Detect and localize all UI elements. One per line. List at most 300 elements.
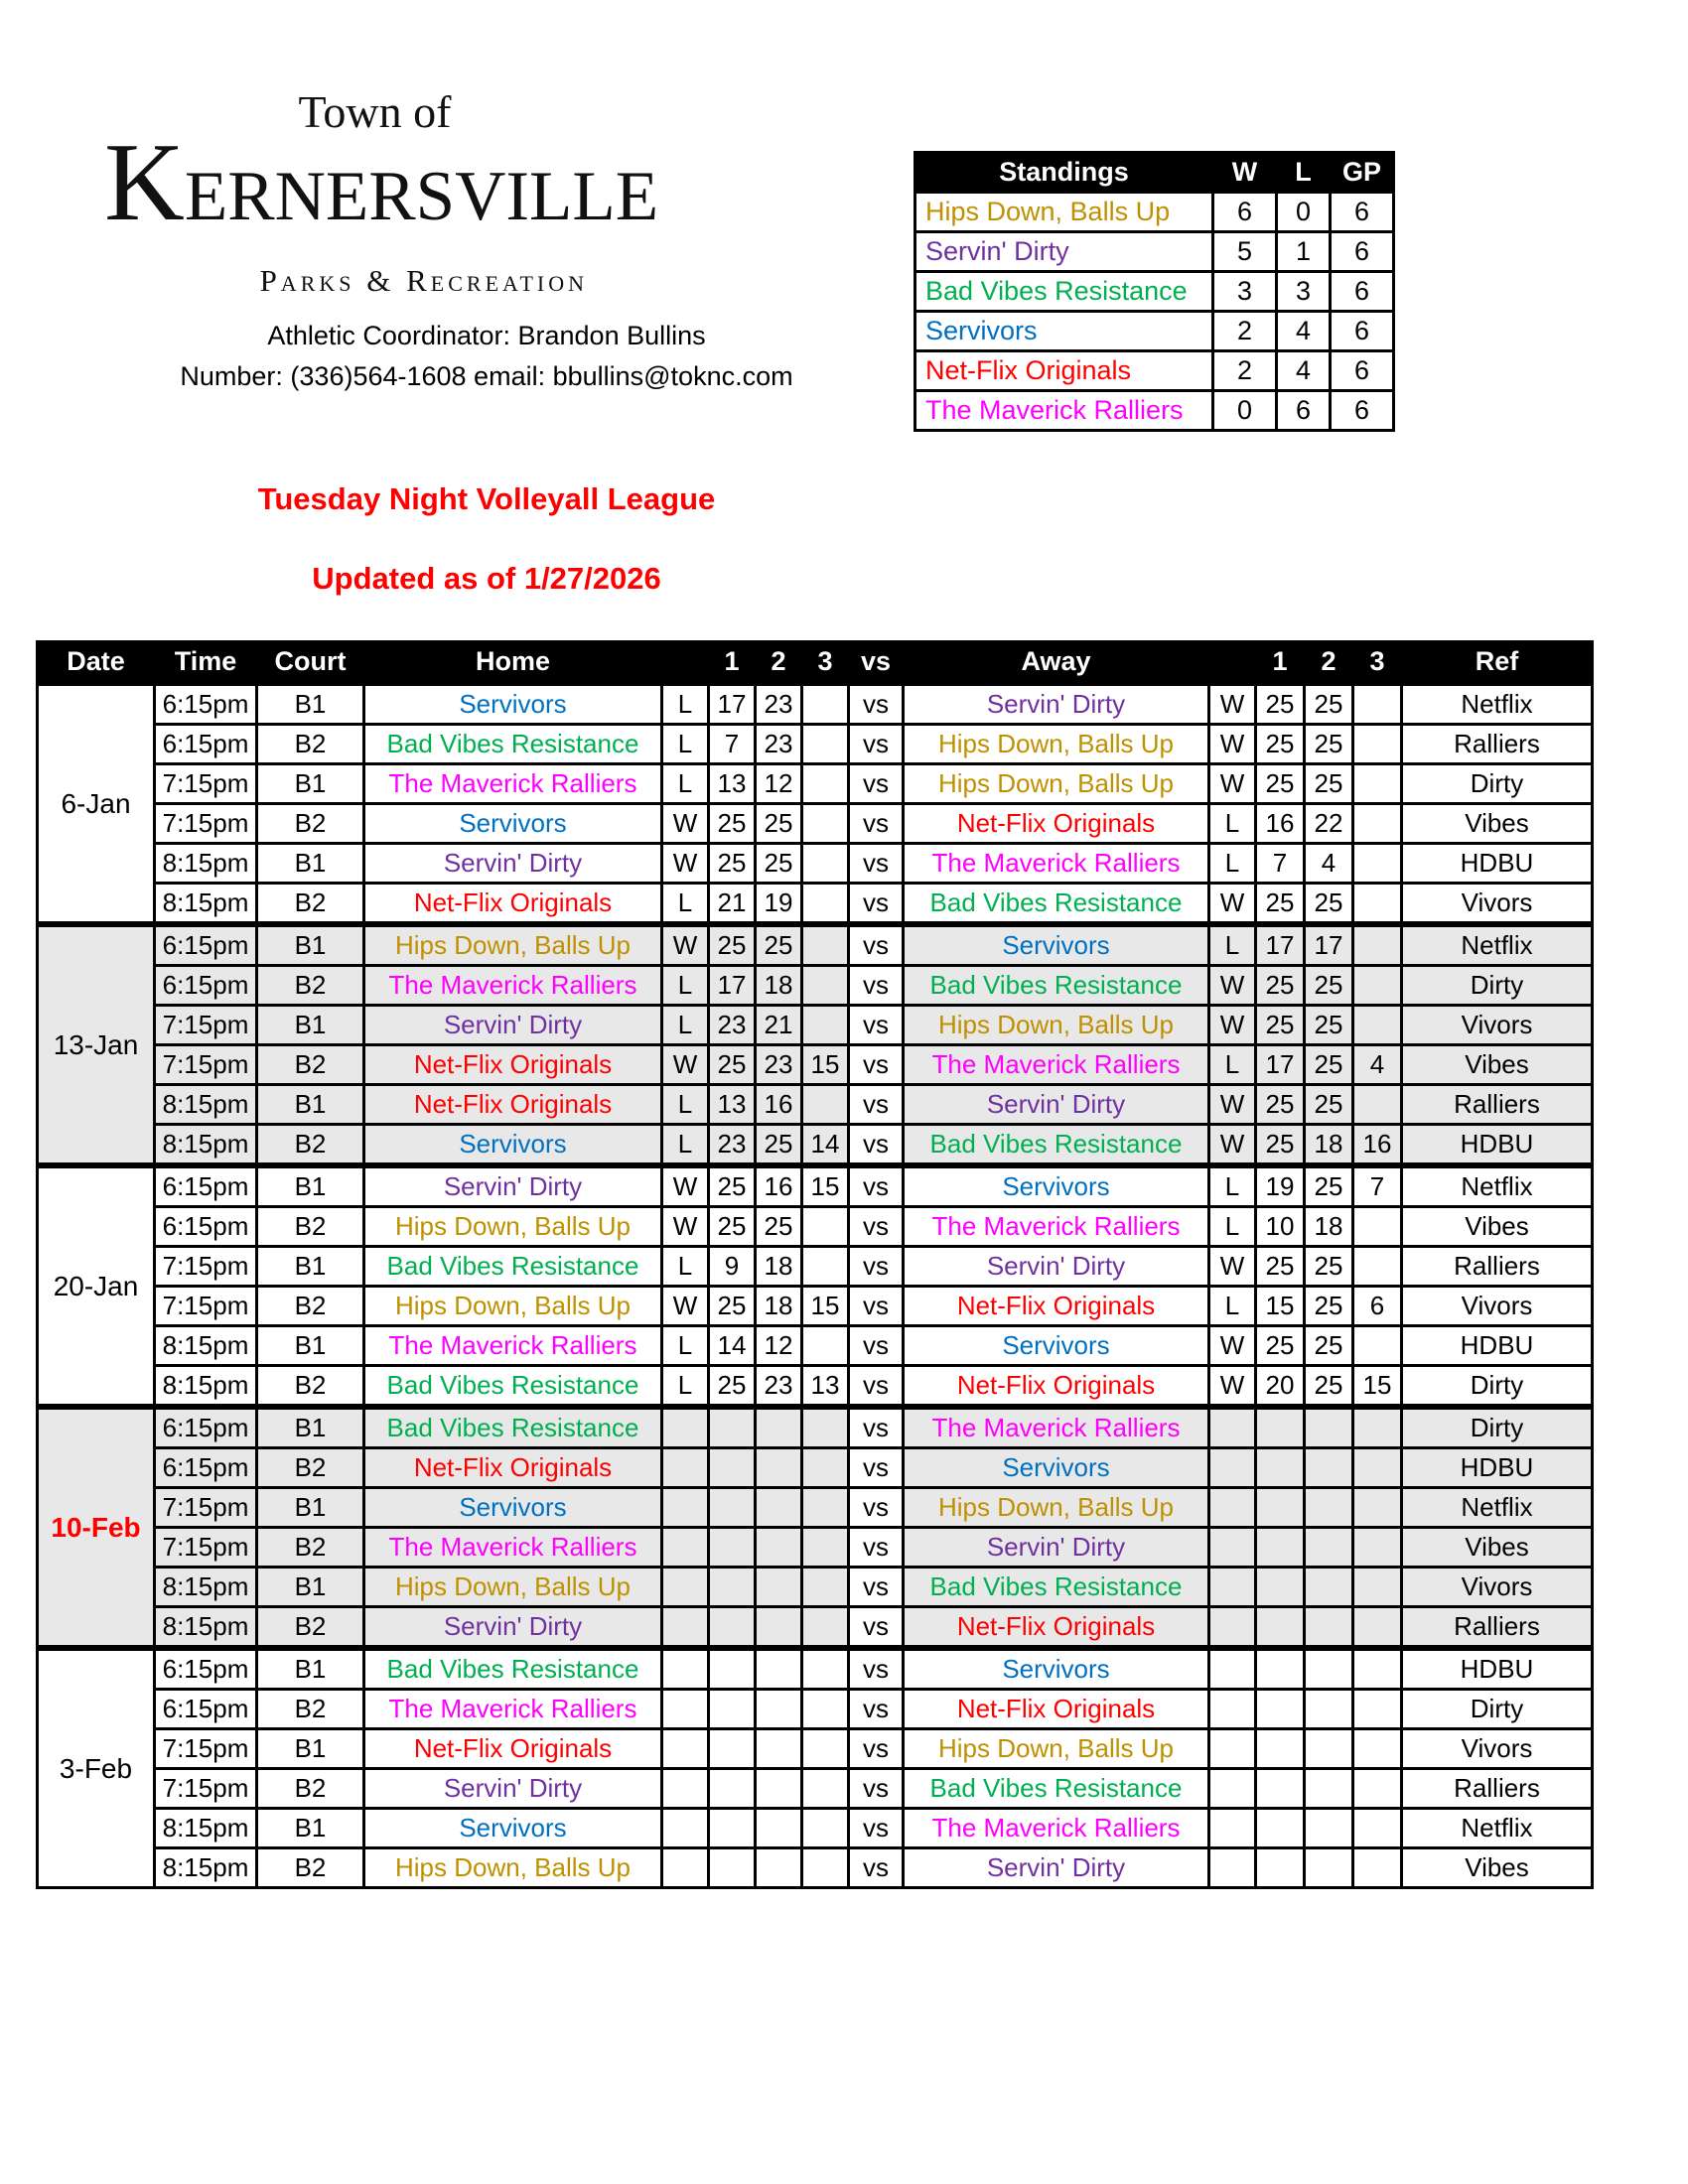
ref-cell: Dirty	[1402, 1690, 1593, 1729]
away-result: L	[1209, 1165, 1256, 1207]
away-result: L	[1209, 804, 1256, 844]
court-cell: B1	[257, 1568, 364, 1607]
away-set-1: 25	[1256, 1125, 1305, 1166]
away-set-1	[1256, 1568, 1305, 1607]
home-set-2: 25	[756, 1207, 802, 1247]
home-set-3: 15	[802, 1045, 849, 1085]
standings-wins: 2	[1213, 312, 1277, 351]
standings-row	[915, 193, 1394, 232]
home-set-1: 25	[709, 1045, 756, 1085]
home-set-3	[802, 804, 849, 844]
time-cell: 6:15pm	[155, 1690, 257, 1729]
away-set-3	[1353, 1326, 1402, 1366]
home-set-1: 13	[709, 764, 756, 804]
standings-losses: 4	[1277, 312, 1331, 351]
ref-cell: Vivors	[1402, 1729, 1593, 1769]
away-team: Net-Flix Originals	[904, 1690, 1209, 1729]
court-cell: B2	[257, 1287, 364, 1326]
away-team: The Maverick Ralliers	[904, 1207, 1209, 1247]
time-cell: 8:15pm	[155, 1607, 257, 1649]
time-cell: 6:15pm	[155, 683, 257, 725]
away-team: Bad Vibes Resistance	[904, 884, 1209, 925]
away-set-3	[1353, 1528, 1402, 1568]
home-result	[662, 1809, 709, 1848]
home-team: Servin' Dirty	[364, 1006, 662, 1045]
court-cell: B2	[257, 1448, 364, 1488]
header-away-set3: 3	[1353, 642, 1402, 684]
home-team: Servivors	[364, 1809, 662, 1848]
court-cell: B2	[257, 1769, 364, 1809]
away-result	[1209, 1488, 1256, 1528]
away-result: L	[1209, 1287, 1256, 1326]
home-set-1	[709, 1568, 756, 1607]
away-team: Servivors	[904, 1648, 1209, 1690]
home-team: Hips Down, Balls Up	[364, 1287, 662, 1326]
time-cell: 6:15pm	[155, 1407, 257, 1448]
standings-row	[915, 391, 1394, 431]
away-set-1: 25	[1256, 966, 1305, 1006]
home-set-3	[802, 1528, 849, 1568]
away-team: Servin' Dirty	[904, 1085, 1209, 1125]
header-away-result	[1209, 642, 1256, 684]
home-team: Servivors	[364, 683, 662, 725]
away-team: Bad Vibes Resistance	[904, 966, 1209, 1006]
time-cell: 8:15pm	[155, 1809, 257, 1848]
home-result	[662, 1648, 709, 1690]
header-home-result	[662, 642, 709, 684]
ref-cell: Netflix	[1402, 683, 1593, 725]
standings-title: Standings	[915, 153, 1213, 193]
home-set-3	[802, 1006, 849, 1045]
home-team: Servivors	[364, 1125, 662, 1166]
away-set-2	[1305, 1648, 1353, 1690]
away-result: W	[1209, 884, 1256, 925]
away-set-3	[1353, 1085, 1402, 1125]
time-cell: 7:15pm	[155, 1006, 257, 1045]
away-set-3	[1353, 1648, 1402, 1690]
time-cell: 7:15pm	[155, 804, 257, 844]
away-set-2: 25	[1305, 1366, 1353, 1408]
home-set-2: 12	[756, 764, 802, 804]
home-team: Hips Down, Balls Up	[364, 1568, 662, 1607]
court-cell: B2	[257, 725, 364, 764]
time-cell: 8:15pm	[155, 1326, 257, 1366]
away-set-2	[1305, 1528, 1353, 1568]
home-set-2	[756, 1568, 802, 1607]
away-set-3	[1353, 683, 1402, 725]
home-set-1	[709, 1407, 756, 1448]
home-result: L	[662, 725, 709, 764]
header-court: Court	[257, 642, 364, 684]
ref-cell: Dirty	[1402, 764, 1593, 804]
home-result	[662, 1769, 709, 1809]
home-set-1: 25	[709, 1366, 756, 1408]
standings-team-name: Net-Flix Originals	[915, 351, 1213, 391]
home-result	[662, 1607, 709, 1649]
home-set-2: 21	[756, 1006, 802, 1045]
time-cell: 7:15pm	[155, 1528, 257, 1568]
game-row	[38, 966, 1593, 1006]
game-row	[38, 1488, 1593, 1528]
header-vs: vs	[849, 642, 904, 684]
updated-date: Updated as of 1/27/2026	[312, 561, 661, 596]
standings-row	[915, 272, 1394, 312]
home-team: Net-Flix Originals	[364, 1729, 662, 1769]
vs-label: vs	[849, 844, 904, 884]
home-team: Bad Vibes Resistance	[364, 1407, 662, 1448]
away-result	[1209, 1848, 1256, 1888]
court-cell: B2	[257, 1848, 364, 1888]
away-team: Servivors	[904, 924, 1209, 966]
time-cell: 7:15pm	[155, 764, 257, 804]
home-team: Servivors	[364, 1488, 662, 1528]
standings-games-played: 6	[1331, 312, 1394, 351]
away-result	[1209, 1407, 1256, 1448]
home-set-1	[709, 1488, 756, 1528]
court-cell: B1	[257, 683, 364, 725]
away-set-1: 20	[1256, 1366, 1305, 1408]
home-set-1: 25	[709, 924, 756, 966]
home-team: Bad Vibes Resistance	[364, 1247, 662, 1287]
away-result: W	[1209, 1247, 1256, 1287]
vs-label: vs	[849, 683, 904, 725]
away-team: Servivors	[904, 1326, 1209, 1366]
home-set-1	[709, 1690, 756, 1729]
away-set-3	[1353, 1448, 1402, 1488]
home-set-1	[709, 1848, 756, 1888]
away-set-2	[1305, 1407, 1353, 1448]
court-cell: B1	[257, 924, 364, 966]
home-set-2: 18	[756, 1287, 802, 1326]
ref-cell: Vibes	[1402, 1528, 1593, 1568]
home-set-3	[802, 683, 849, 725]
away-set-2	[1305, 1607, 1353, 1649]
away-set-3: 7	[1353, 1165, 1402, 1207]
away-team: Net-Flix Originals	[904, 1287, 1209, 1326]
ref-cell: Vivors	[1402, 1287, 1593, 1326]
contact-coordinator: Athletic Coordinator: Brandon Bullins	[267, 321, 706, 350]
court-cell: B2	[257, 884, 364, 925]
away-set-2	[1305, 1690, 1353, 1729]
away-set-3	[1353, 804, 1402, 844]
game-row	[38, 1165, 1593, 1207]
standings-games-played: 6	[1331, 351, 1394, 391]
away-result: L	[1209, 1045, 1256, 1085]
date-group	[38, 1165, 1593, 1407]
away-team: Hips Down, Balls Up	[904, 1729, 1209, 1769]
away-result	[1209, 1769, 1256, 1809]
away-team: Hips Down, Balls Up	[904, 1488, 1209, 1528]
home-set-2	[756, 1809, 802, 1848]
home-set-2: 25	[756, 924, 802, 966]
ref-cell: HDBU	[1402, 1648, 1593, 1690]
home-result: L	[662, 966, 709, 1006]
away-team: Hips Down, Balls Up	[904, 725, 1209, 764]
away-set-2	[1305, 1848, 1353, 1888]
standings-wins-header: W	[1213, 153, 1277, 193]
vs-label: vs	[849, 1769, 904, 1809]
away-team: Hips Down, Balls Up	[904, 764, 1209, 804]
home-set-3	[802, 764, 849, 804]
standings-row	[915, 351, 1394, 391]
time-cell: 7:15pm	[155, 1045, 257, 1085]
vs-label: vs	[849, 1045, 904, 1085]
home-set-3	[802, 1690, 849, 1729]
away-set-2: 25	[1305, 1247, 1353, 1287]
ref-cell: Vivors	[1402, 884, 1593, 925]
away-team: Servin' Dirty	[904, 1247, 1209, 1287]
game-row	[38, 884, 1593, 925]
home-set-2	[756, 1528, 802, 1568]
away-team: Net-Flix Originals	[904, 1366, 1209, 1408]
away-team: The Maverick Ralliers	[904, 1407, 1209, 1448]
vs-label: vs	[849, 924, 904, 966]
home-set-2	[756, 1407, 802, 1448]
home-set-1: 25	[709, 1165, 756, 1207]
home-set-2: 12	[756, 1326, 802, 1366]
away-set-3	[1353, 844, 1402, 884]
away-set-1: 7	[1256, 844, 1305, 884]
court-cell: B1	[257, 764, 364, 804]
away-result: W	[1209, 1326, 1256, 1366]
standings-body	[915, 193, 1394, 431]
away-set-2: 25	[1305, 764, 1353, 804]
home-set-3	[802, 1568, 849, 1607]
court-cell: B2	[257, 1207, 364, 1247]
vs-label: vs	[849, 1247, 904, 1287]
home-set-2: 18	[756, 1247, 802, 1287]
away-set-2	[1305, 1448, 1353, 1488]
away-set-2: 18	[1305, 1207, 1353, 1247]
away-result: W	[1209, 1085, 1256, 1125]
vs-label: vs	[849, 1607, 904, 1649]
home-set-1	[709, 1648, 756, 1690]
ref-cell: Ralliers	[1402, 1247, 1593, 1287]
away-set-2: 25	[1305, 1006, 1353, 1045]
vs-label: vs	[849, 1207, 904, 1247]
away-set-3	[1353, 1247, 1402, 1287]
standings-team-name: Bad Vibes Resistance	[915, 272, 1213, 312]
standings-team-name: Servivors	[915, 312, 1213, 351]
away-set-2: 4	[1305, 844, 1353, 884]
home-set-3	[802, 1207, 849, 1247]
vs-label: vs	[849, 1366, 904, 1408]
home-result: L	[662, 1006, 709, 1045]
home-result	[662, 1528, 709, 1568]
time-cell: 7:15pm	[155, 1769, 257, 1809]
home-result	[662, 1690, 709, 1729]
logo-initial: K	[104, 121, 185, 244]
standings-losses: 3	[1277, 272, 1331, 312]
time-cell: 8:15pm	[155, 884, 257, 925]
home-team: Net-Flix Originals	[364, 1085, 662, 1125]
away-set-1	[1256, 1690, 1305, 1729]
time-cell: 7:15pm	[155, 1488, 257, 1528]
standings-row	[915, 312, 1394, 351]
home-set-2	[756, 1607, 802, 1649]
schedule-header-row	[38, 642, 1593, 684]
time-cell: 6:15pm	[155, 1648, 257, 1690]
away-set-1	[1256, 1848, 1305, 1888]
away-set-1: 25	[1256, 683, 1305, 725]
away-set-3	[1353, 1207, 1402, 1247]
home-set-2	[756, 1648, 802, 1690]
home-result: W	[662, 804, 709, 844]
ref-cell: Ralliers	[1402, 1085, 1593, 1125]
home-set-2: 25	[756, 844, 802, 884]
home-result: W	[662, 1045, 709, 1085]
game-row	[38, 1247, 1593, 1287]
vs-label: vs	[849, 725, 904, 764]
home-set-1	[709, 1729, 756, 1769]
home-result: L	[662, 683, 709, 725]
home-set-1: 25	[709, 844, 756, 884]
court-cell: B2	[257, 804, 364, 844]
vs-label: vs	[849, 804, 904, 844]
home-set-1: 17	[709, 683, 756, 725]
home-set-3	[802, 725, 849, 764]
home-team: Net-Flix Originals	[364, 1045, 662, 1085]
court-cell: B2	[257, 1125, 364, 1166]
standings-games-played: 6	[1331, 391, 1394, 431]
home-set-1	[709, 1769, 756, 1809]
away-set-3: 15	[1353, 1366, 1402, 1408]
away-team: Net-Flix Originals	[904, 804, 1209, 844]
away-set-2	[1305, 1568, 1353, 1607]
game-row	[38, 1366, 1593, 1408]
time-cell: 8:15pm	[155, 1848, 257, 1888]
home-result: L	[662, 1085, 709, 1125]
home-result	[662, 1848, 709, 1888]
home-set-2	[756, 1729, 802, 1769]
away-team: Servivors	[904, 1165, 1209, 1207]
game-row	[38, 1448, 1593, 1488]
contact-phone-email: Number: (336)564-1608 email: bbullins@toknc.com	[180, 361, 793, 391]
away-result: L	[1209, 924, 1256, 966]
game-row	[38, 1006, 1593, 1045]
away-set-3	[1353, 1607, 1402, 1649]
game-row	[38, 1848, 1593, 1888]
home-team: Net-Flix Originals	[364, 1448, 662, 1488]
date-cell: 6-Jan	[38, 683, 155, 924]
logo-rest: ERNERSVILLE	[184, 158, 659, 235]
away-team: Bad Vibes Resistance	[904, 1568, 1209, 1607]
home-result: L	[662, 884, 709, 925]
away-team: The Maverick Ralliers	[904, 1045, 1209, 1085]
away-set-2: 25	[1305, 1165, 1353, 1207]
court-cell: B2	[257, 1528, 364, 1568]
home-set-3	[802, 844, 849, 884]
home-set-2: 23	[756, 725, 802, 764]
away-set-1	[1256, 1769, 1305, 1809]
home-result	[662, 1568, 709, 1607]
ref-cell: HDBU	[1402, 1326, 1593, 1366]
time-cell: 6:15pm	[155, 1448, 257, 1488]
game-row	[38, 764, 1593, 804]
home-team: Bad Vibes Resistance	[364, 1648, 662, 1690]
contact-block	[109, 316, 864, 397]
away-team: Hips Down, Balls Up	[904, 1006, 1209, 1045]
home-set-3	[802, 1848, 849, 1888]
game-row	[38, 1407, 1593, 1448]
home-set-3	[802, 924, 849, 966]
home-set-3	[802, 1488, 849, 1528]
home-team: Bad Vibes Resistance	[364, 725, 662, 764]
home-set-3: 13	[802, 1366, 849, 1408]
away-set-1	[1256, 1528, 1305, 1568]
schedule-table	[36, 640, 1594, 1889]
home-set-3: 15	[802, 1165, 849, 1207]
away-set-3	[1353, 1690, 1402, 1729]
away-set-3	[1353, 1848, 1402, 1888]
away-set-1	[1256, 1407, 1305, 1448]
ref-cell: Dirty	[1402, 1407, 1593, 1448]
logo-department: Parks & Recreation	[259, 263, 588, 298]
standings-gp-header: GP	[1331, 153, 1394, 193]
away-set-2: 25	[1305, 1045, 1353, 1085]
standings-table	[914, 151, 1395, 432]
time-cell: 6:15pm	[155, 1165, 257, 1207]
ref-cell: Vibes	[1402, 1045, 1593, 1085]
away-set-3	[1353, 966, 1402, 1006]
game-row	[38, 1045, 1593, 1085]
header-date: Date	[38, 642, 155, 684]
time-cell: 8:15pm	[155, 1085, 257, 1125]
home-result: W	[662, 1287, 709, 1326]
home-set-1	[709, 1528, 756, 1568]
away-team: Servin' Dirty	[904, 1528, 1209, 1568]
time-cell: 7:15pm	[155, 1287, 257, 1326]
date-cell: 10-Feb	[38, 1407, 155, 1648]
game-row	[38, 1125, 1593, 1166]
game-row	[38, 1568, 1593, 1607]
court-cell: B1	[257, 844, 364, 884]
away-set-3	[1353, 1006, 1402, 1045]
away-set-1	[1256, 1488, 1305, 1528]
game-row	[38, 725, 1593, 764]
standings-team-name: Hips Down, Balls Up	[915, 193, 1213, 232]
away-team: Bad Vibes Resistance	[904, 1125, 1209, 1166]
home-team: The Maverick Ralliers	[364, 1326, 662, 1366]
home-set-3	[802, 1809, 849, 1848]
away-set-1: 25	[1256, 1085, 1305, 1125]
home-result: W	[662, 1165, 709, 1207]
home-team: Hips Down, Balls Up	[364, 1207, 662, 1247]
away-result: W	[1209, 1366, 1256, 1408]
home-team: Servin' Dirty	[364, 1165, 662, 1207]
home-team: The Maverick Ralliers	[364, 1528, 662, 1568]
standings-games-played: 6	[1331, 272, 1394, 312]
home-set-2: 23	[756, 1045, 802, 1085]
home-set-3	[802, 1407, 849, 1448]
away-team: Servin' Dirty	[904, 683, 1209, 725]
header-away: Away	[904, 642, 1209, 684]
away-team: Servivors	[904, 1448, 1209, 1488]
court-cell: B1	[257, 1326, 364, 1366]
game-row	[38, 1607, 1593, 1649]
standings-wins: 2	[1213, 351, 1277, 391]
home-set-3	[802, 1448, 849, 1488]
ref-cell: Netflix	[1402, 1809, 1593, 1848]
league-title: Tuesday Night Volleyall League	[257, 481, 716, 516]
home-set-2: 25	[756, 1125, 802, 1166]
vs-label: vs	[849, 1690, 904, 1729]
time-cell: 7:15pm	[155, 1247, 257, 1287]
standings-header-row	[915, 153, 1394, 193]
away-set-2	[1305, 1809, 1353, 1848]
game-row	[38, 804, 1593, 844]
away-set-1: 25	[1256, 764, 1305, 804]
